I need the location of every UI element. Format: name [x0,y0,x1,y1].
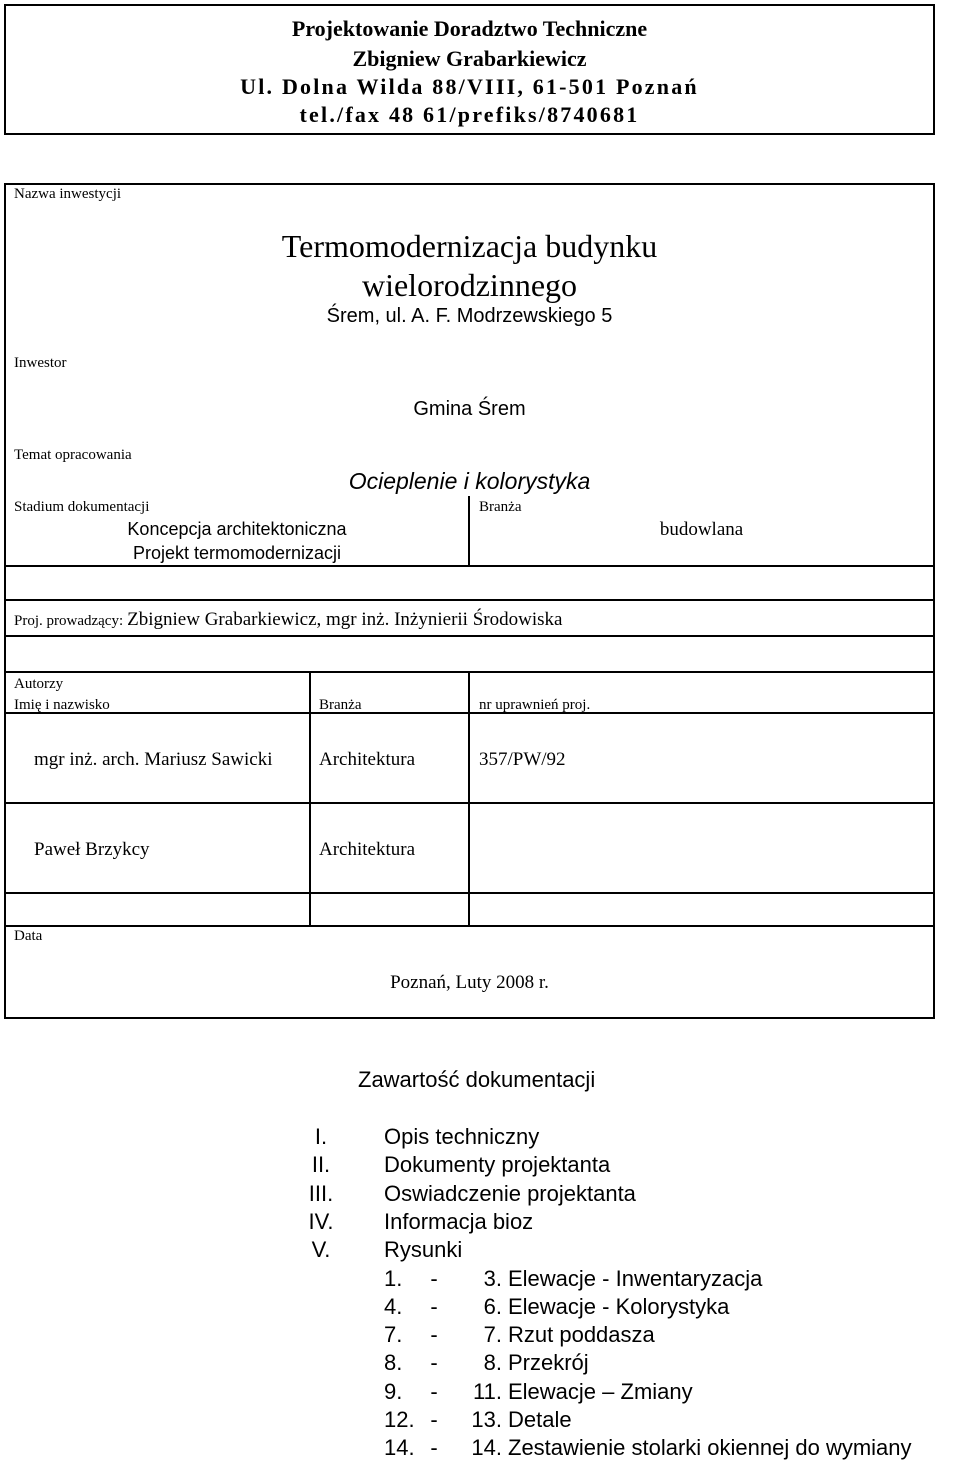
branch-value: budowlana [659,519,744,540]
drawing-from: 4. [384,1293,403,1319]
drawing-to: 7. [483,1322,502,1348]
contents-item-text: Informacja bioz [384,1208,534,1234]
divider [6,599,933,601]
author-branch: Architektura [319,839,416,860]
branch-label: Branża [479,499,522,515]
drawing-title: Rzut poddasza [508,1322,655,1348]
title-sheet-form [4,183,935,1019]
drawing-to: 13. [471,1407,502,1432]
drawing-from: 1. [384,1265,403,1291]
company-owner: Zbigniew Grabarkiewicz [352,46,587,71]
divider [309,671,311,927]
drawing-to: 14. [471,1435,502,1461]
contents-item-number: II. [311,1152,331,1178]
investment-title-line1: Termomodernizacja budynku [281,228,658,264]
author-license: 357/PW/92 [479,749,566,770]
date-label: Data [14,928,43,944]
drawing-from: 9. [384,1378,403,1404]
investment-address: Śrem, ul. A. F. Modrzewskiego 5 [326,305,613,327]
investor-label: Inwestor [14,355,67,371]
drawing-dash: - [430,1435,438,1461]
stage-value-line2: Projekt termomodernizacji [132,543,342,563]
company-phone: tel./fax 48 61/prefiks/8740681 [299,102,640,127]
drawing-title: Detale [508,1407,572,1432]
author-name: mgr inż. arch. Mariusz Sawicki [34,749,273,770]
investment-title-line2: wielorodzinnego [361,267,578,303]
drawing-dash: - [430,1322,438,1348]
investor-value: Gmina Śrem [413,398,526,420]
topic-label: Temat opracowania [14,447,132,463]
divider [468,671,470,927]
stage-value-line1: Koncepcja architektoniczna [127,519,347,539]
authors-col-name: Imię i nazwisko [14,697,110,713]
drawing-to: 6. [483,1293,502,1319]
drawing-to: 11. [473,1378,502,1404]
contents-item-text: Dokumenty projektanta [384,1152,611,1178]
contents-item-number: III. [308,1180,334,1206]
drawing-title: Elewacje - Inwentaryzacja [508,1265,763,1291]
author-name: Paweł Brzykcy [34,839,150,860]
drawing-from: 8. [384,1350,403,1376]
contents-item-text: Rysunki [384,1237,463,1263]
drawing-title: Przekrój [508,1350,589,1376]
lead-label: Proj. prowadzący: [14,613,124,629]
drawing-from: 7. [384,1322,403,1348]
contents-item-text: Oswiadczenie projektanta [384,1180,636,1206]
lead-value: Zbigniew Grabarkiewicz, mgr inż. Inżynierii Środowiska [127,609,563,630]
drawing-dash: - [430,1407,438,1432]
drawing-dash: - [430,1265,438,1291]
drawing-dash: - [430,1378,438,1404]
drawing-dash: - [430,1350,438,1376]
topic-value: Ocieplenie i kolorystyka [348,468,591,494]
drawing-title: Elewacje - Kolorystyka [508,1293,730,1319]
company-name: Projektowanie Doradztwo Techniczne [291,16,648,41]
contents-title: Zawartość dokumentacji [358,1067,596,1092]
company-address: Ul. Dolna Wilda 88/VIII, 61-501 Poznań [240,74,699,99]
authors-label: Autorzy [14,676,64,692]
drawing-from: 14. [384,1435,415,1461]
drawing-title: Zestawienie stolarki okiennej do wymiany [508,1435,912,1461]
stage-label: Stadium dokumentacji [14,499,150,515]
authors-col-branch: Branża [319,697,362,713]
contents-item-number: I. [314,1124,328,1149]
drawing-title: Elewacje – Zmiany [508,1378,693,1404]
drawing-to: 3. [483,1265,502,1291]
drawing-to: 8. [483,1350,502,1376]
drawing-dash: - [430,1293,438,1319]
contents-item-number: IV. [308,1208,334,1234]
contents-item-text: Opis techniczny [384,1124,540,1149]
drawing-from: 12. [384,1407,415,1432]
date-value: Poznań, Luty 2008 r. [390,972,549,993]
lead-designer [14,609,562,631]
author-branch: Architektura [319,749,416,770]
divider [6,635,933,637]
investment-label: Nazwa inwestycji [14,186,122,202]
authors-col-license: nr uprawnień proj. [479,697,591,713]
contents-item-number: V. [311,1237,331,1263]
company-header [4,4,935,135]
